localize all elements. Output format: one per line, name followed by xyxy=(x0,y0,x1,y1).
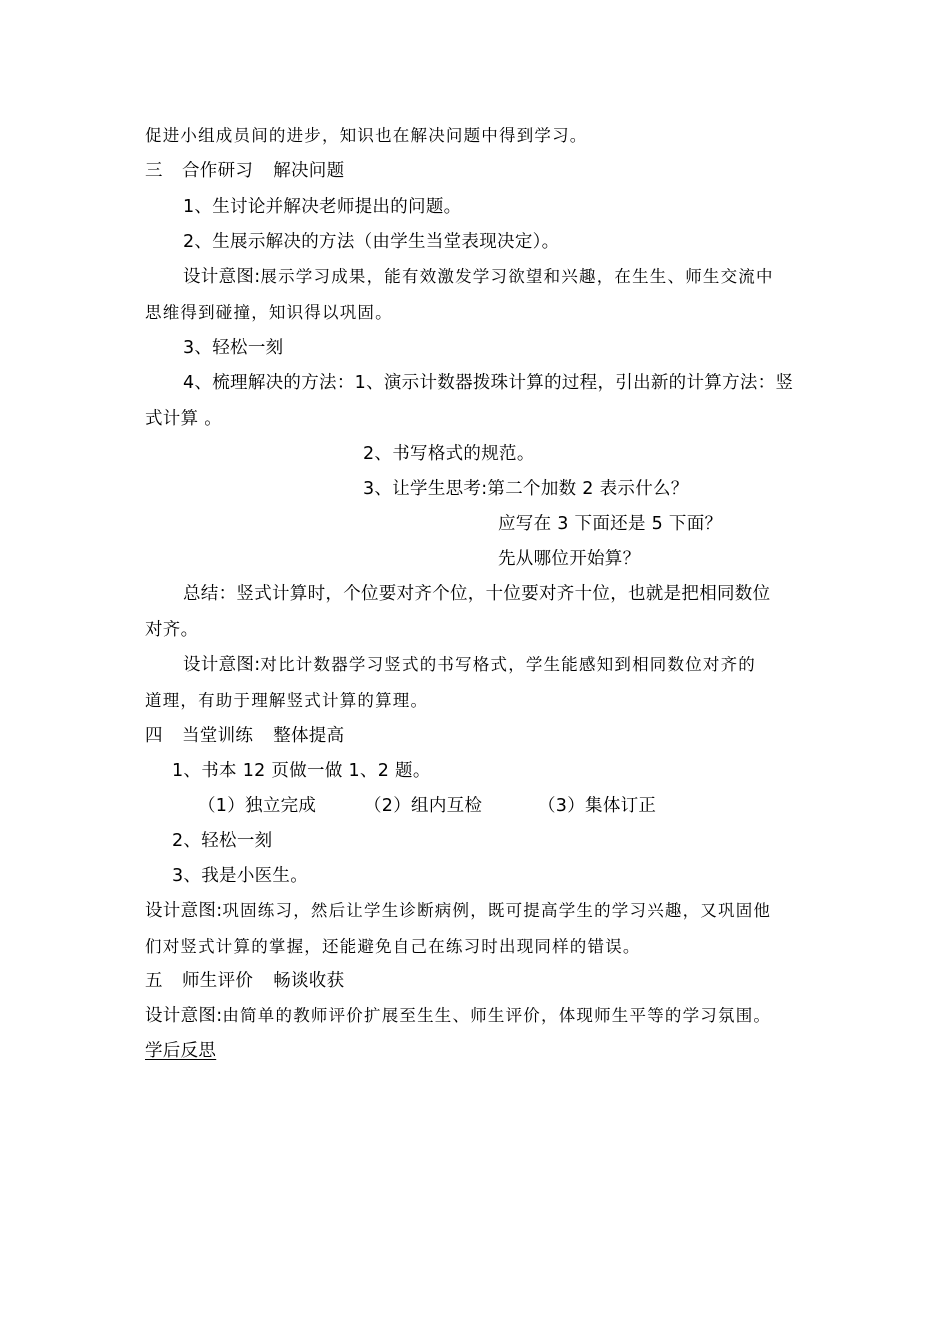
intro-line: 促进小组成员间的进步，知识也在解决问题中得到学习。 xyxy=(145,126,588,145)
section-3-heading xyxy=(145,159,344,183)
design-intent-label: 设计意图: xyxy=(183,655,261,675)
section-3-intent-1-line-2: 思维得到碰撞，知识得以巩固。 xyxy=(145,303,393,322)
section-4-intent-line-1 xyxy=(145,899,771,923)
design-intent-text: 展示学习成果，能有效激发学习欲望和兴趣，在生生、师生交流中 xyxy=(260,267,774,286)
section-4-step-2: （2）组内互检 xyxy=(364,796,483,816)
section-3-number: 三 xyxy=(145,161,163,181)
section-4-title-a: 当堂训练 xyxy=(182,726,254,746)
section-3-item-3: 3、轻松一刻 xyxy=(183,338,284,358)
section-4-item-3: 3、我是小医生。 xyxy=(172,866,309,886)
section-3-intent-2-line-1 xyxy=(183,653,756,677)
design-intent-label: 设计意图: xyxy=(183,267,261,287)
section-4-item-1: 1、书本 12 页做一做 1、2 题。 xyxy=(172,761,431,781)
section-5-title-a: 师生评价 xyxy=(182,971,254,991)
section-3-sub-2: 2、书写格式的规范。 xyxy=(363,444,535,464)
section-4-number: 四 xyxy=(145,726,163,746)
section-4-step-1: （1）独立完成 xyxy=(198,796,317,816)
design-intent-text: 巩固练习，然后让学生诊断病例，既可提高学生的学习兴趣，又巩固他 xyxy=(222,901,772,920)
section-3-item-4-line-2: 式计算 。 xyxy=(145,409,223,429)
design-intent-label: 设计意图: xyxy=(145,1006,223,1026)
section-5-intent-line-1 xyxy=(145,1004,771,1028)
design-intent-label: 设计意图: xyxy=(145,901,223,921)
section-4-intent-line-2: 们对竖式计算的掌握，还能避免自己在练习时出现同样的错误。 xyxy=(145,937,641,956)
section-4-item-2: 2、轻松一刻 xyxy=(172,831,273,851)
section-3-title-a: 合作研习 xyxy=(182,161,254,181)
section-4-title-b: 整体提高 xyxy=(273,726,345,746)
section-5-heading xyxy=(145,969,344,993)
summary-line-2: 对齐。 xyxy=(145,620,199,640)
section-3-item-1: 1、生讨论并解决老师提出的问题。 xyxy=(183,197,462,217)
section-3-sub-3: 3、让学生思考:第二个加数 2 表示什么？ xyxy=(363,479,689,499)
section-3-intent-1-line-1 xyxy=(183,265,774,289)
section-3-sub-3-question-3: 先从哪位开始算？ xyxy=(498,549,641,569)
design-intent-text: 对比计数器学习竖式的书写格式，学生能感知到相同数位对齐的 xyxy=(260,655,757,674)
summary-line-1: 总结：竖式计算时，个位要对齐个位，十位要对齐十位，也就是把相同数位 xyxy=(183,584,771,604)
section-3-item-4-line-1: 4、梳理解决的方法：1、演示计数器拨珠计算的过程，引出新的计算方法：竖 xyxy=(183,373,794,393)
section-3-title-b: 解决问题 xyxy=(273,161,345,181)
section-4-heading xyxy=(145,724,344,748)
reflection-heading: 学后反思 xyxy=(145,1041,217,1061)
section-3-item-2: 2、生展示解决的方法（由学生当堂表现决定）。 xyxy=(183,232,560,252)
section-5-title-b: 畅谈收获 xyxy=(273,971,345,991)
section-3-intent-2-line-2: 道理，有助于理解竖式计算的算理。 xyxy=(145,691,429,710)
section-4-step-3: （3）集体订正 xyxy=(538,796,657,816)
design-intent-text: 由简单的教师评价扩展至生生、师生评价，体现师生平等的学习氛围。 xyxy=(222,1006,772,1025)
section-3-sub-3-question-2: 应写在 3 下面还是 5 下面？ xyxy=(498,514,723,534)
section-5-number: 五 xyxy=(145,971,163,991)
